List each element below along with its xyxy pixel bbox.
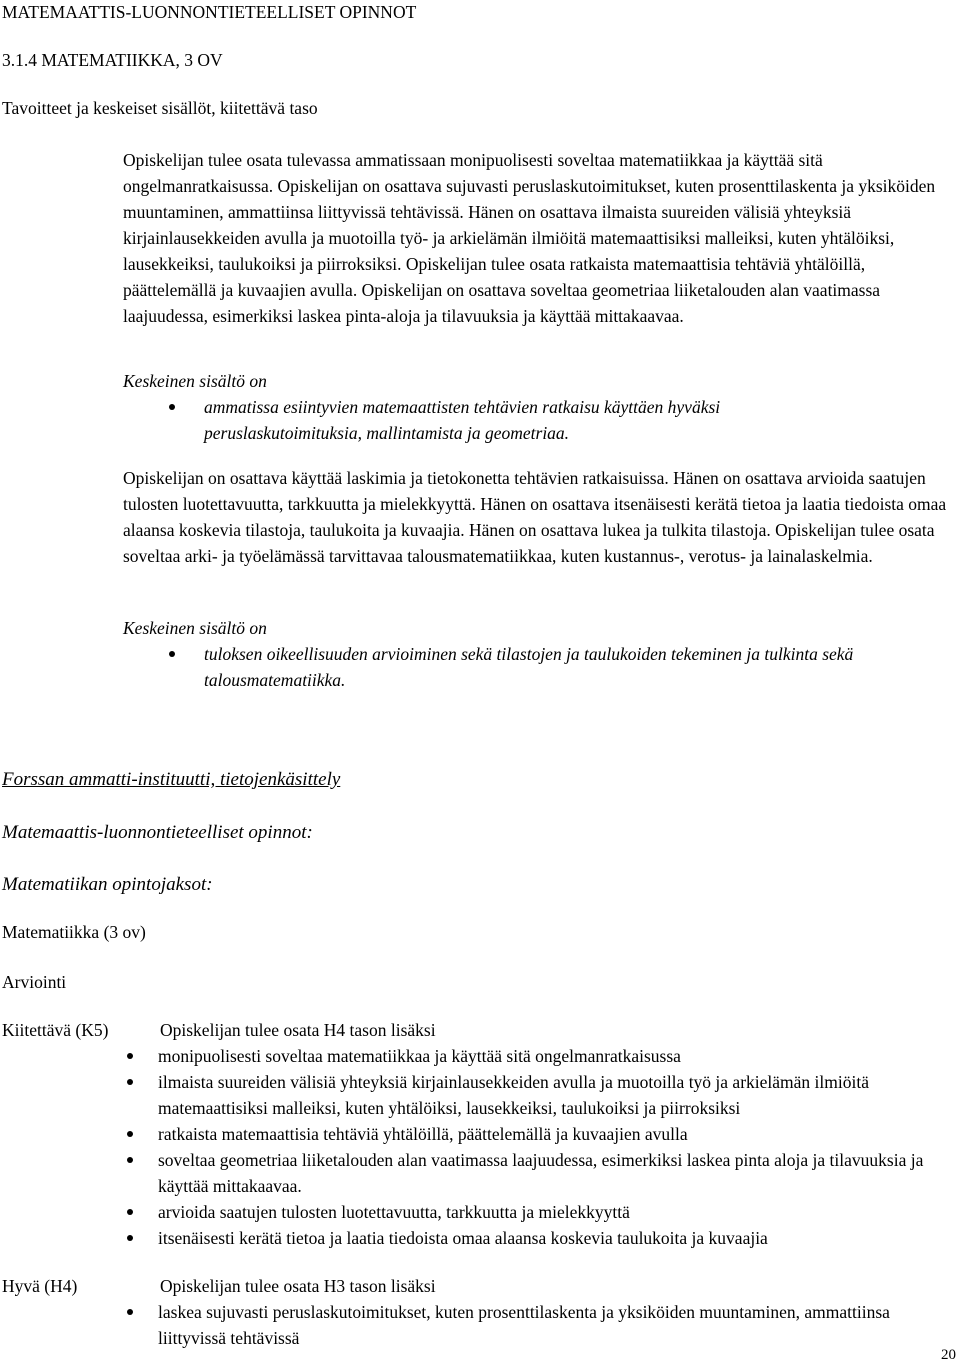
skills-paragraph: Opiskelijan on osattava käyttää laskimia ja tietokonetta tehtävien ratkaisuissa. Hänen on osattava arvioida saatujen tulosten luotettavuutta, tarkkuutta ja mielekkyyttä. Hänen on osattava itsenäisesti kerätä tietoa ja laatia tiedoista omaa alaansa koskevia tilastoja, taulukoita ja kuvaajia. Hänen on osattava lukea ja tulkita tilastoja. Opiskelijan tulee osata soveltaa arki- ja työelämässä tarvittavaa talousmatematiikkaa, kuten kustannus-, verotus- ja lainalaskelmia.	[123, 468, 947, 566]
bullet-icon	[127, 1157, 133, 1163]
core-content-label: Keskeinen sisältö on	[123, 618, 267, 638]
core-content-label: Keskeinen sisältö on	[123, 371, 267, 391]
core-content-item: tuloksen oikeellisuuden arvioiminen sekä tilastojen ja taulukoiden tekeminen ja tulkinta sekä talousmatematiikka.	[204, 644, 854, 690]
list-item: arvioida saatujen tulosten luotettavuutta, tarkkuutta ja mielekkyyttä	[158, 1199, 948, 1225]
list-item: itsenäisesti kerätä tietoa ja laatia tiedoista omaa alaansa koskevia taulukoita ja kuvaajia	[158, 1225, 948, 1251]
grade-h4-label: Hyvä (H4)	[2, 1276, 78, 1296]
bullet-icon	[127, 1053, 133, 1059]
grade-h4-intro: Opiskelijan tulee osata H3 tason lisäksi	[160, 1276, 436, 1296]
grade-k5-label: Kiitettävä (K5)	[2, 1020, 109, 1040]
bullet-icon	[127, 1131, 133, 1137]
bullet-icon	[127, 1209, 133, 1215]
list-item: laskea sujuvasti peruslaskutoimitukset, kuten prosenttilaskenta ja yksiköiden muuntaminen, ammattiinsa liittyvissä tehtävissä	[158, 1299, 948, 1351]
grade-k5-intro: Opiskelijan tulee osata H4 tason lisäksi	[160, 1020, 436, 1040]
list-item: soveltaa geometriaa liiketalouden alan vaatimassa laajuudessa, esimerkiksi laskea pinta aloja ja tilavuuksia ja käyttää mittakaavaa.	[158, 1147, 948, 1199]
assessment-heading: Arviointi	[2, 972, 67, 992]
bullet-icon	[169, 404, 175, 410]
list-item: ilmaista suureiden välisiä yhteyksiä kirjainlausekkeiden avulla ja muotoilla työ ja arkielämän ilmiöitä matemaattisiksi malleiksi, kuten yhtälöiksi, lausekkeiksi, taulukoiksi ja piirroksiksi	[158, 1069, 948, 1121]
grade-k5-list	[158, 1043, 948, 1251]
list-item: ratkaista matemaattisia tehtäviä yhtälöillä, päättelemällä ja kuvaajien avulla	[158, 1121, 948, 1147]
courses-heading: Matematiikan opintojaksot:	[2, 874, 213, 895]
bullet-icon	[127, 1235, 133, 1241]
page-number: 20	[941, 1347, 956, 1363]
core-content-item: ammatissa esiintyvien matemaattisten tehtävien ratkaisu käyttäen hyväksi peruslaskutoimituksia, mallintamista ja geometriaa.	[204, 397, 721, 443]
section-heading: 3.1.4 MATEMATIIKKA, 3 OV	[2, 50, 223, 70]
course-heading: Matematiikka (3 ov)	[2, 922, 146, 942]
goals-paragraph: Opiskelijan tulee osata tulevassa ammatissaan monipuolisesti soveltaa matematiikkaa ja käyttää sitä ongelmanratkaisussa. Opiskelijan on osattava sujuvasti peruslaskutoimitukset, kuten prosenttilaskenta ja yksiköiden muuntaminen, ammattiinsa liittyvissä tehtävissä. Hänen on osattava ilmaista suureiden välisiä yhteyksiä kirjainlausekkeiden avulla ja muotoilla työ- ja arkielämän ilmiöitä matemaattisiksi malleiksi, kuten yhtälöiksi, lausekkeiksi, taulukoiksi ja piirroksiksi. Opiskelijan tulee osata ratkaista matemaattisia tehtäviä yhtälöillä, päättelemällä ja kuvaajien avulla. Opiskelijan on osattava soveltaa geometriaa liiketalouden alan vaatimassa laajuudessa, esimerkiksi laskea pinta-aloja ja tilavuuksia ja käyttää mittakaavaa.	[123, 150, 936, 326]
institute-heading: Forssan ammatti-instituutti, tietojenkäsittely	[2, 769, 341, 790]
list-item: monipuolisesti soveltaa matematiikkaa ja käyttää sitä ongelmanratkaisussa	[158, 1043, 948, 1069]
bullet-icon	[127, 1079, 133, 1085]
studies-heading: Matemaattis-luonnontieteelliset opinnot:	[2, 822, 313, 843]
section-subtitle: Tavoitteet ja keskeiset sisällöt, kiitettävä taso	[2, 98, 318, 118]
bullet-icon	[127, 1309, 133, 1315]
document-title: MATEMAATTIS-LUONNONTIETEELLISET OPINNOT	[2, 2, 417, 22]
grade-h4-list	[158, 1299, 948, 1351]
bullet-icon	[169, 651, 175, 657]
